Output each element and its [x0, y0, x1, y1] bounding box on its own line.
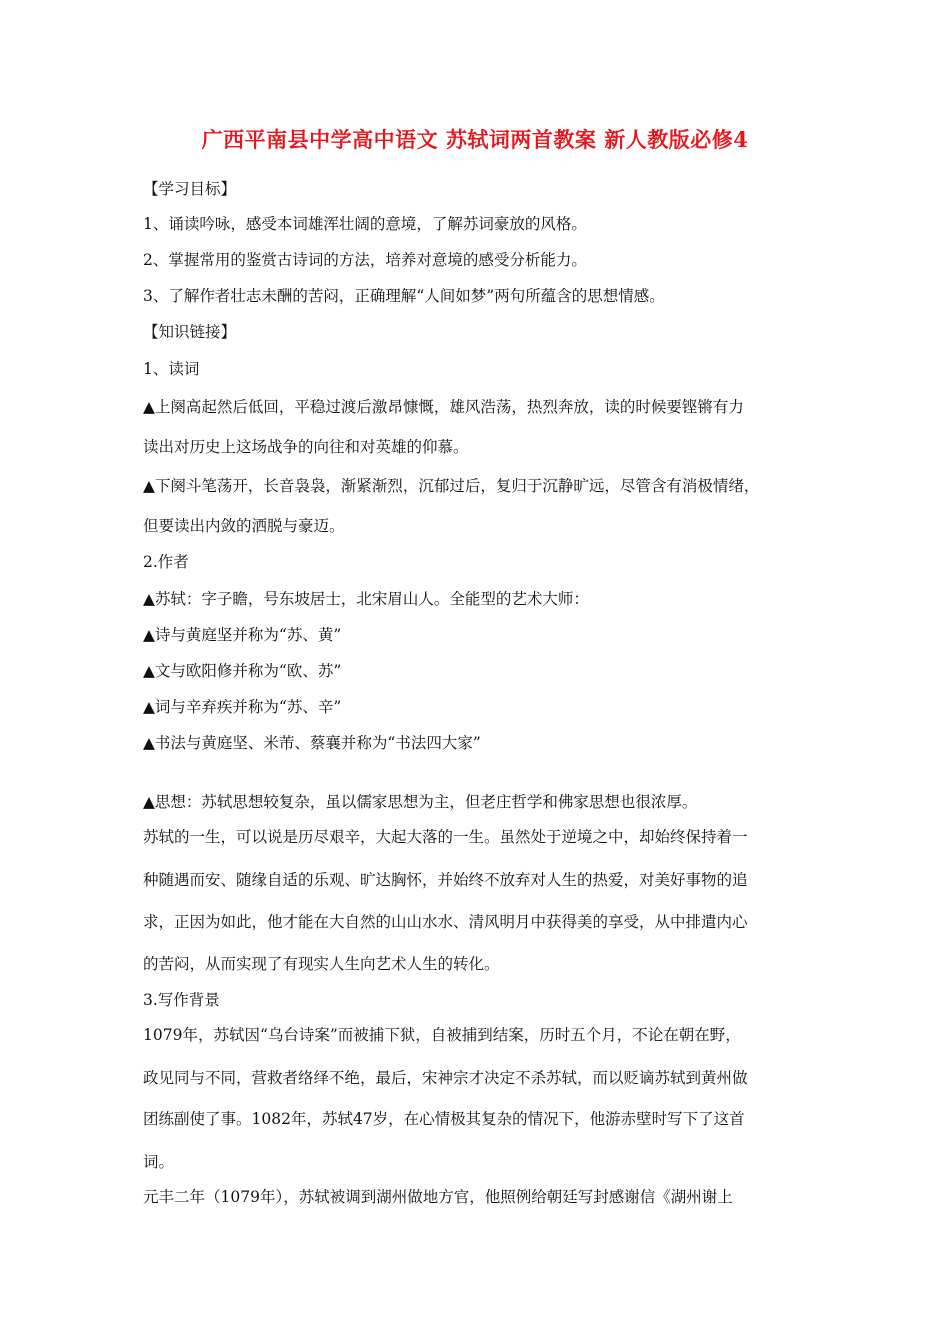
document-title: 广西平南县中学高中语文 苏轼词两首教案 新人教版必修4: [201, 127, 749, 152]
paragraph-line: ▲文与欧阳修并称为“欧、苏”: [143, 662, 342, 680]
paragraph-line: ▲诗与黄庭坚并称为“苏、黄”: [143, 626, 342, 644]
paragraph-line: 读出对历史上这场战争的向往和对英雄的仰慕。: [143, 438, 469, 456]
paragraph-line: 词。: [143, 1153, 175, 1171]
paragraph-line: ▲词与辛弃疾并称为“苏、辛”: [143, 698, 342, 716]
paragraph-line: ▲下阕斗笔荡开，长音袅袅，渐紧渐烈，沉郁过后，复归于沉静旷远，尽管含有消极情绪，: [143, 477, 760, 495]
paragraph-line: ▲苏轼：字子瞻，号东坡居士，北宋眉山人。全能型的艺术大师：: [143, 590, 589, 608]
paragraph-line: 苏轼的一生，可以说是历尽艰辛，大起大落的一生。虽然处于逆境之中，却始终保持着一: [143, 828, 748, 846]
paragraph-line: 种随遇而安、随缘自适的乐观、旷达胸怀，并始终不放弃对人生的热爱，对美好事物的追: [143, 871, 748, 889]
paragraph-line: 元丰二年（1079年），苏轼被调到湖州做地方官，他照例给朝廷写封感谢信《湖州谢上: [143, 1188, 733, 1206]
subheading-author: 2.作者: [143, 553, 189, 571]
objective-item-2: 2、掌握常用的鉴赏古诗词的方法，培养对意境的感受分析能力。: [143, 251, 587, 269]
paragraph-line: ▲上阕高起然后低回，平稳过渡后激昂慷慨，雄风浩荡，热烈奔放，读的时候要铿锵有力: [143, 398, 744, 416]
paragraph-line: 政见同与不同，营救者络绎不绝，最后，宋神宗才决定不杀苏轼，而以贬谪苏轼到黄州做: [143, 1069, 748, 1087]
subheading-background: 3.写作背景: [143, 991, 220, 1009]
paragraph-line: 1079年，苏轼因“乌台诗案”而被捕下狱，自被捕到结案，历时五个月，不论在朝在野，: [143, 1026, 741, 1044]
section-heading-knowledge: 【知识链接】: [143, 323, 237, 341]
paragraph-line: 的苦闷，从而实现了有现实人生向艺术人生的转化。: [143, 955, 500, 973]
paragraph-line: ▲书法与黄庭坚、米芾、蔡襄并称为“书法四大家”: [143, 734, 481, 752]
section-heading-objectives: 【学习目标】: [143, 180, 237, 198]
paragraph-line: 团练副使了事。1082年，苏轼47岁，在心情极其复杂的情况下，他游赤壁时写下了这首: [143, 1110, 745, 1128]
paragraph-line: 求，正因为如此，他才能在大自然的山山水水、清风明月中获得美的享受，从中排遣内心: [143, 913, 748, 931]
objective-item-1: 1、诵读吟咏，感受本词雄浑壮阔的意境，了解苏词豪放的风格。: [143, 215, 587, 233]
paragraph-line: ▲思想：苏轼思想较复杂，虽以儒家思想为主，但老庄哲学和佛家思想也很浓厚。: [143, 793, 698, 811]
paragraph-line: 但要读出内敛的洒脱与豪迈。: [143, 517, 345, 535]
subheading-reading: 1、读词: [143, 360, 200, 378]
objective-item-3: 3、了解作者壮志未酬的苦闷，正确理解“人间如梦”两句所蕴含的思想情感。: [143, 287, 665, 305]
